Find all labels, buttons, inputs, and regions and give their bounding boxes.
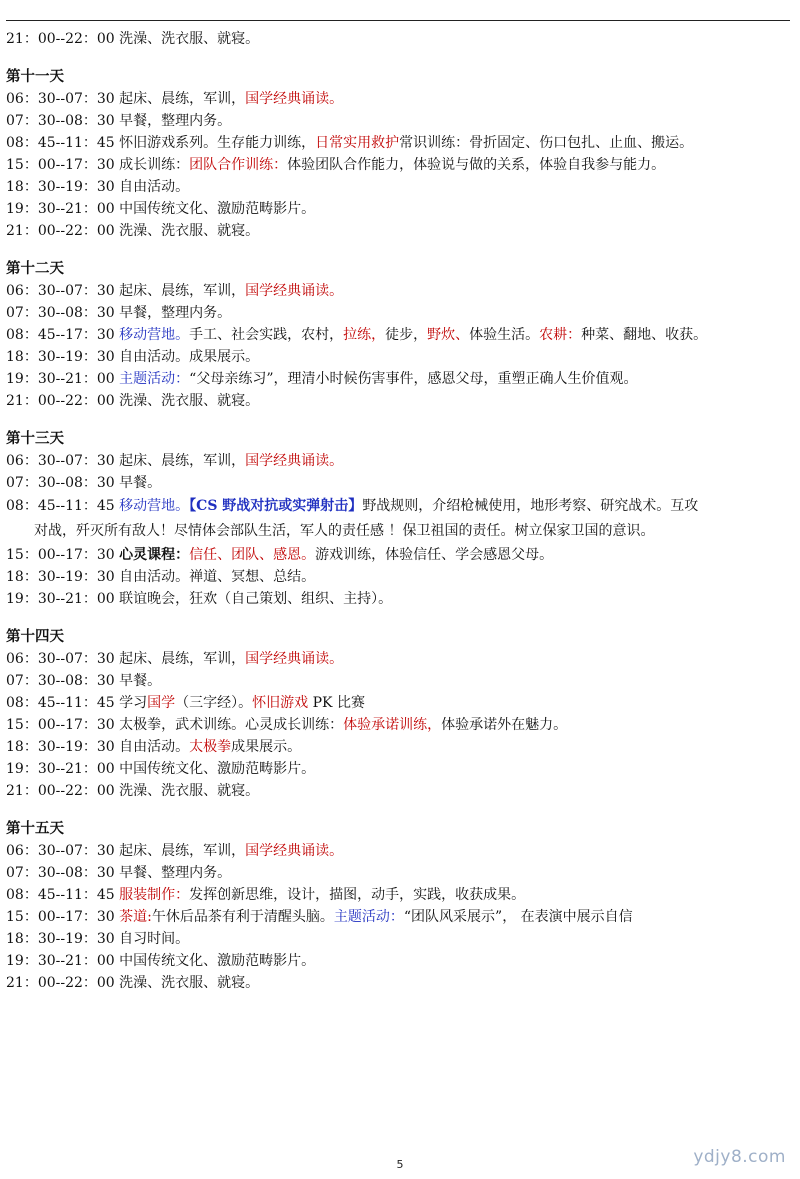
schedule-line: [6, 28, 794, 50]
schedule-line: [6, 736, 794, 758]
schedule-line: [6, 544, 794, 566]
line-text: 21：00--22：00 洗澡、洗衣服、就寝。: [6, 223, 260, 239]
line-text: 体验承诺外在魅力。: [441, 717, 568, 733]
schedule-line: [6, 588, 794, 610]
schedule-line: [6, 88, 794, 110]
line-text: 成果展示。: [231, 739, 302, 755]
line-text: 第十四天: [6, 629, 64, 645]
highlighted-text-blue: 移动营地。: [119, 327, 190, 343]
highlighted-text-red: 体验承诺训练，: [343, 717, 442, 733]
day-heading: [6, 626, 794, 648]
highlighted-text-red: 国学: [147, 695, 176, 711]
line-text: “父母亲练习”，理清小时候伤害事件，感恩父母，重塑正确人生价值观。: [189, 371, 638, 387]
line-text: 种菜、翻地、收获。: [581, 327, 708, 343]
schedule-line: [6, 472, 794, 494]
schedule-line: [6, 302, 794, 324]
line-text: 08：45--11：45: [6, 887, 120, 903]
line-text: 07：30--08：30 早餐，整理内务。: [6, 305, 232, 321]
schedule-line: [6, 280, 794, 302]
highlighted-text-red: 国学经典诵读。: [245, 283, 344, 299]
line-text: 08：45--17：30: [6, 327, 120, 343]
highlighted-text-blue: 主题活动：: [333, 909, 404, 925]
schedule-line: [6, 670, 794, 692]
highlighted-text-red: 日常实用救护: [315, 135, 400, 151]
line-text: （三字经）。: [175, 695, 253, 711]
line-text: 19：30--21：00: [6, 371, 120, 387]
schedule-line: [6, 198, 794, 220]
line-text: 手工、社会实践，农村，: [189, 327, 344, 343]
highlighted-text-red: 国学经典诵读。: [245, 453, 344, 469]
line-text: 18：30--19：30 自由活动。: [6, 179, 190, 195]
highlighted-text-red: 国学经典诵读。: [245, 91, 344, 107]
line-text: 对战，歼灭所有敌人！尽情体会部队生活，军人的责任感 ！保卫祖国的责任。树立保家卫国的意识。: [34, 523, 655, 539]
line-text: 19：30--21：00 中国传统文化、激励范畴影片。: [6, 201, 316, 217]
line-text: 第十五天: [6, 821, 64, 837]
schedule-line: [6, 450, 794, 472]
schedule-line: [6, 928, 794, 950]
schedule-line: [6, 346, 794, 368]
day-heading: [6, 258, 794, 280]
line-text: 第十一天: [6, 69, 64, 85]
schedule-line: [6, 840, 794, 862]
line-text: 21：00--22：00 洗澡、洗衣服、就寝。: [6, 975, 260, 991]
schedule-line: [6, 780, 794, 802]
schedule-line: [6, 324, 794, 346]
highlighted-text-blue: 移动营地。: [119, 498, 190, 514]
schedule-line: [6, 390, 794, 412]
day-heading: [6, 428, 794, 450]
schedule-line: [6, 758, 794, 780]
line-text: 06：30--07：30 起床、晨练，军训，: [6, 651, 246, 667]
schedule-line: [6, 132, 794, 154]
schedule-line: [6, 220, 794, 242]
highlighted-text-red: 怀旧游戏: [252, 695, 309, 711]
line-text: 午休后品茶有利于清醒头脑。: [151, 909, 334, 925]
line-text: 07：30--08：30 早餐。: [6, 673, 162, 689]
schedule-line: [6, 884, 794, 906]
schedule-line: [6, 692, 794, 714]
day-heading: [6, 818, 794, 840]
highlighted-text-bold: 心灵课程：: [119, 547, 190, 563]
line-text: 18：30--19：30 自由活动。: [6, 739, 190, 755]
highlighted-text-red: 团队合作训练：: [189, 157, 288, 173]
line-text: 18：30--19：30 自由活动。成果展示。: [6, 349, 260, 365]
schedule-line-continuation: [6, 519, 794, 544]
line-text: PK 比赛: [308, 695, 365, 711]
line-text: 06：30--07：30 起床、晨练，军训，: [6, 843, 246, 859]
schedule-line: [6, 110, 794, 132]
line-text: 19：30--21：00 联谊晚会，狂欢（自己策划、组织、主持）。: [6, 591, 393, 607]
schedule-line: [6, 176, 794, 198]
header-rule: [6, 20, 790, 21]
line-text: 06：30--07：30 起床、晨练，军训，: [6, 453, 246, 469]
line-text: 18：30--19：30 自由活动。禅道、冥想、总结。: [6, 569, 316, 585]
schedule-line: [6, 648, 794, 670]
highlighted-text-red: 服装制作：: [119, 887, 190, 903]
line-text: 08：45--11：45 怀旧游戏系列。生存能力训练，: [6, 135, 316, 151]
highlighted-text-blue: 主题活动：: [119, 371, 190, 387]
line-text: 发挥创新思维，设计，描图，动手，实践，收获成果。: [189, 887, 526, 903]
schedule-line: [6, 906, 794, 928]
line-text: 19：30--21：00 中国传统文化、激励范畴影片。: [6, 761, 316, 777]
schedule-line: [6, 950, 794, 972]
line-text: 07：30--08：30 早餐，整理内务。: [6, 113, 232, 129]
line-text: 08：45--11：45 学习: [6, 695, 148, 711]
day-heading: [6, 66, 794, 88]
highlighted-text-red: 拉练，: [343, 327, 386, 343]
highlighted-text-red: 信任、团队、感恩。: [189, 547, 316, 563]
schedule-line: [6, 714, 794, 736]
page-number: 5: [396, 1158, 404, 1171]
line-text: 体验生活。: [469, 327, 540, 343]
schedule-line: [6, 972, 794, 994]
line-text: 21：00--22：00 洗澡、洗衣服、就寝。: [6, 783, 260, 799]
line-text: 徒步，: [385, 327, 428, 343]
line-text: “团队风采展示”， 在表演中展示自信: [403, 909, 633, 925]
highlighted-text-red: 国学经典诵读。: [245, 843, 344, 859]
line-text: 19：30--21：00 中国传统文化、激励范畴影片。: [6, 953, 316, 969]
line-text: 06：30--07：30 起床、晨练，军训，: [6, 91, 246, 107]
line-text: 体验团队合作能力，体验说与做的关系，体验自我参与能力。: [287, 157, 666, 173]
schedule-line: [6, 494, 794, 519]
line-text: 21：00--22：00 洗澡、洗衣服、就寝。: [6, 393, 260, 409]
highlighted-text-red: 农耕：: [539, 327, 582, 343]
highlighted-text-red: 野炊、: [427, 327, 470, 343]
schedule-line: [6, 368, 794, 390]
line-text: 游戏训练，体验信任、学会感恩父母。: [315, 547, 554, 563]
highlighted-text-blue-bold: 【CS 野战对抗或实弹射击】: [189, 498, 363, 514]
line-text: 15：00--17：30 成长训练：: [6, 157, 190, 173]
line-text: 第十三天: [6, 431, 64, 447]
line-text: 08：45--11：45: [6, 498, 120, 514]
highlighted-text-red: 国学经典诵读。: [245, 651, 344, 667]
highlighted-text-red: 茶道:: [119, 909, 152, 925]
line-text: 06：30--07：30 起床、晨练，军训，: [6, 283, 246, 299]
line-text: 07：30--08：30 早餐、整理内务。: [6, 865, 232, 881]
line-text: 第十二天: [6, 261, 64, 277]
highlighted-text-red: 太极拳: [189, 739, 232, 755]
line-text: 野战规则，介绍枪械使用，地形考察、研究战术。互攻: [362, 498, 699, 514]
line-text: 18：30--19：30 自习时间。: [6, 931, 190, 947]
schedule-line: [6, 154, 794, 176]
site-watermark: ydjy8.com: [693, 1147, 786, 1167]
schedule-line: [6, 862, 794, 884]
line-text: 15：00--17：30 太极拳，武术训练。心灵成长训练：: [6, 717, 344, 733]
line-text: 常识训练：骨折固定、伤口包扎、止血、搬运。: [399, 135, 694, 151]
line-text: 15：00--17：30: [6, 547, 120, 563]
line-text: 21：00--22：00 洗澡、洗衣服、就寝。: [6, 31, 260, 47]
line-text: 07：30--08：30 早餐。: [6, 475, 162, 491]
schedule-line: [6, 566, 794, 588]
line-text: 15：00--17：30: [6, 909, 120, 925]
schedule-document: [6, 28, 794, 994]
